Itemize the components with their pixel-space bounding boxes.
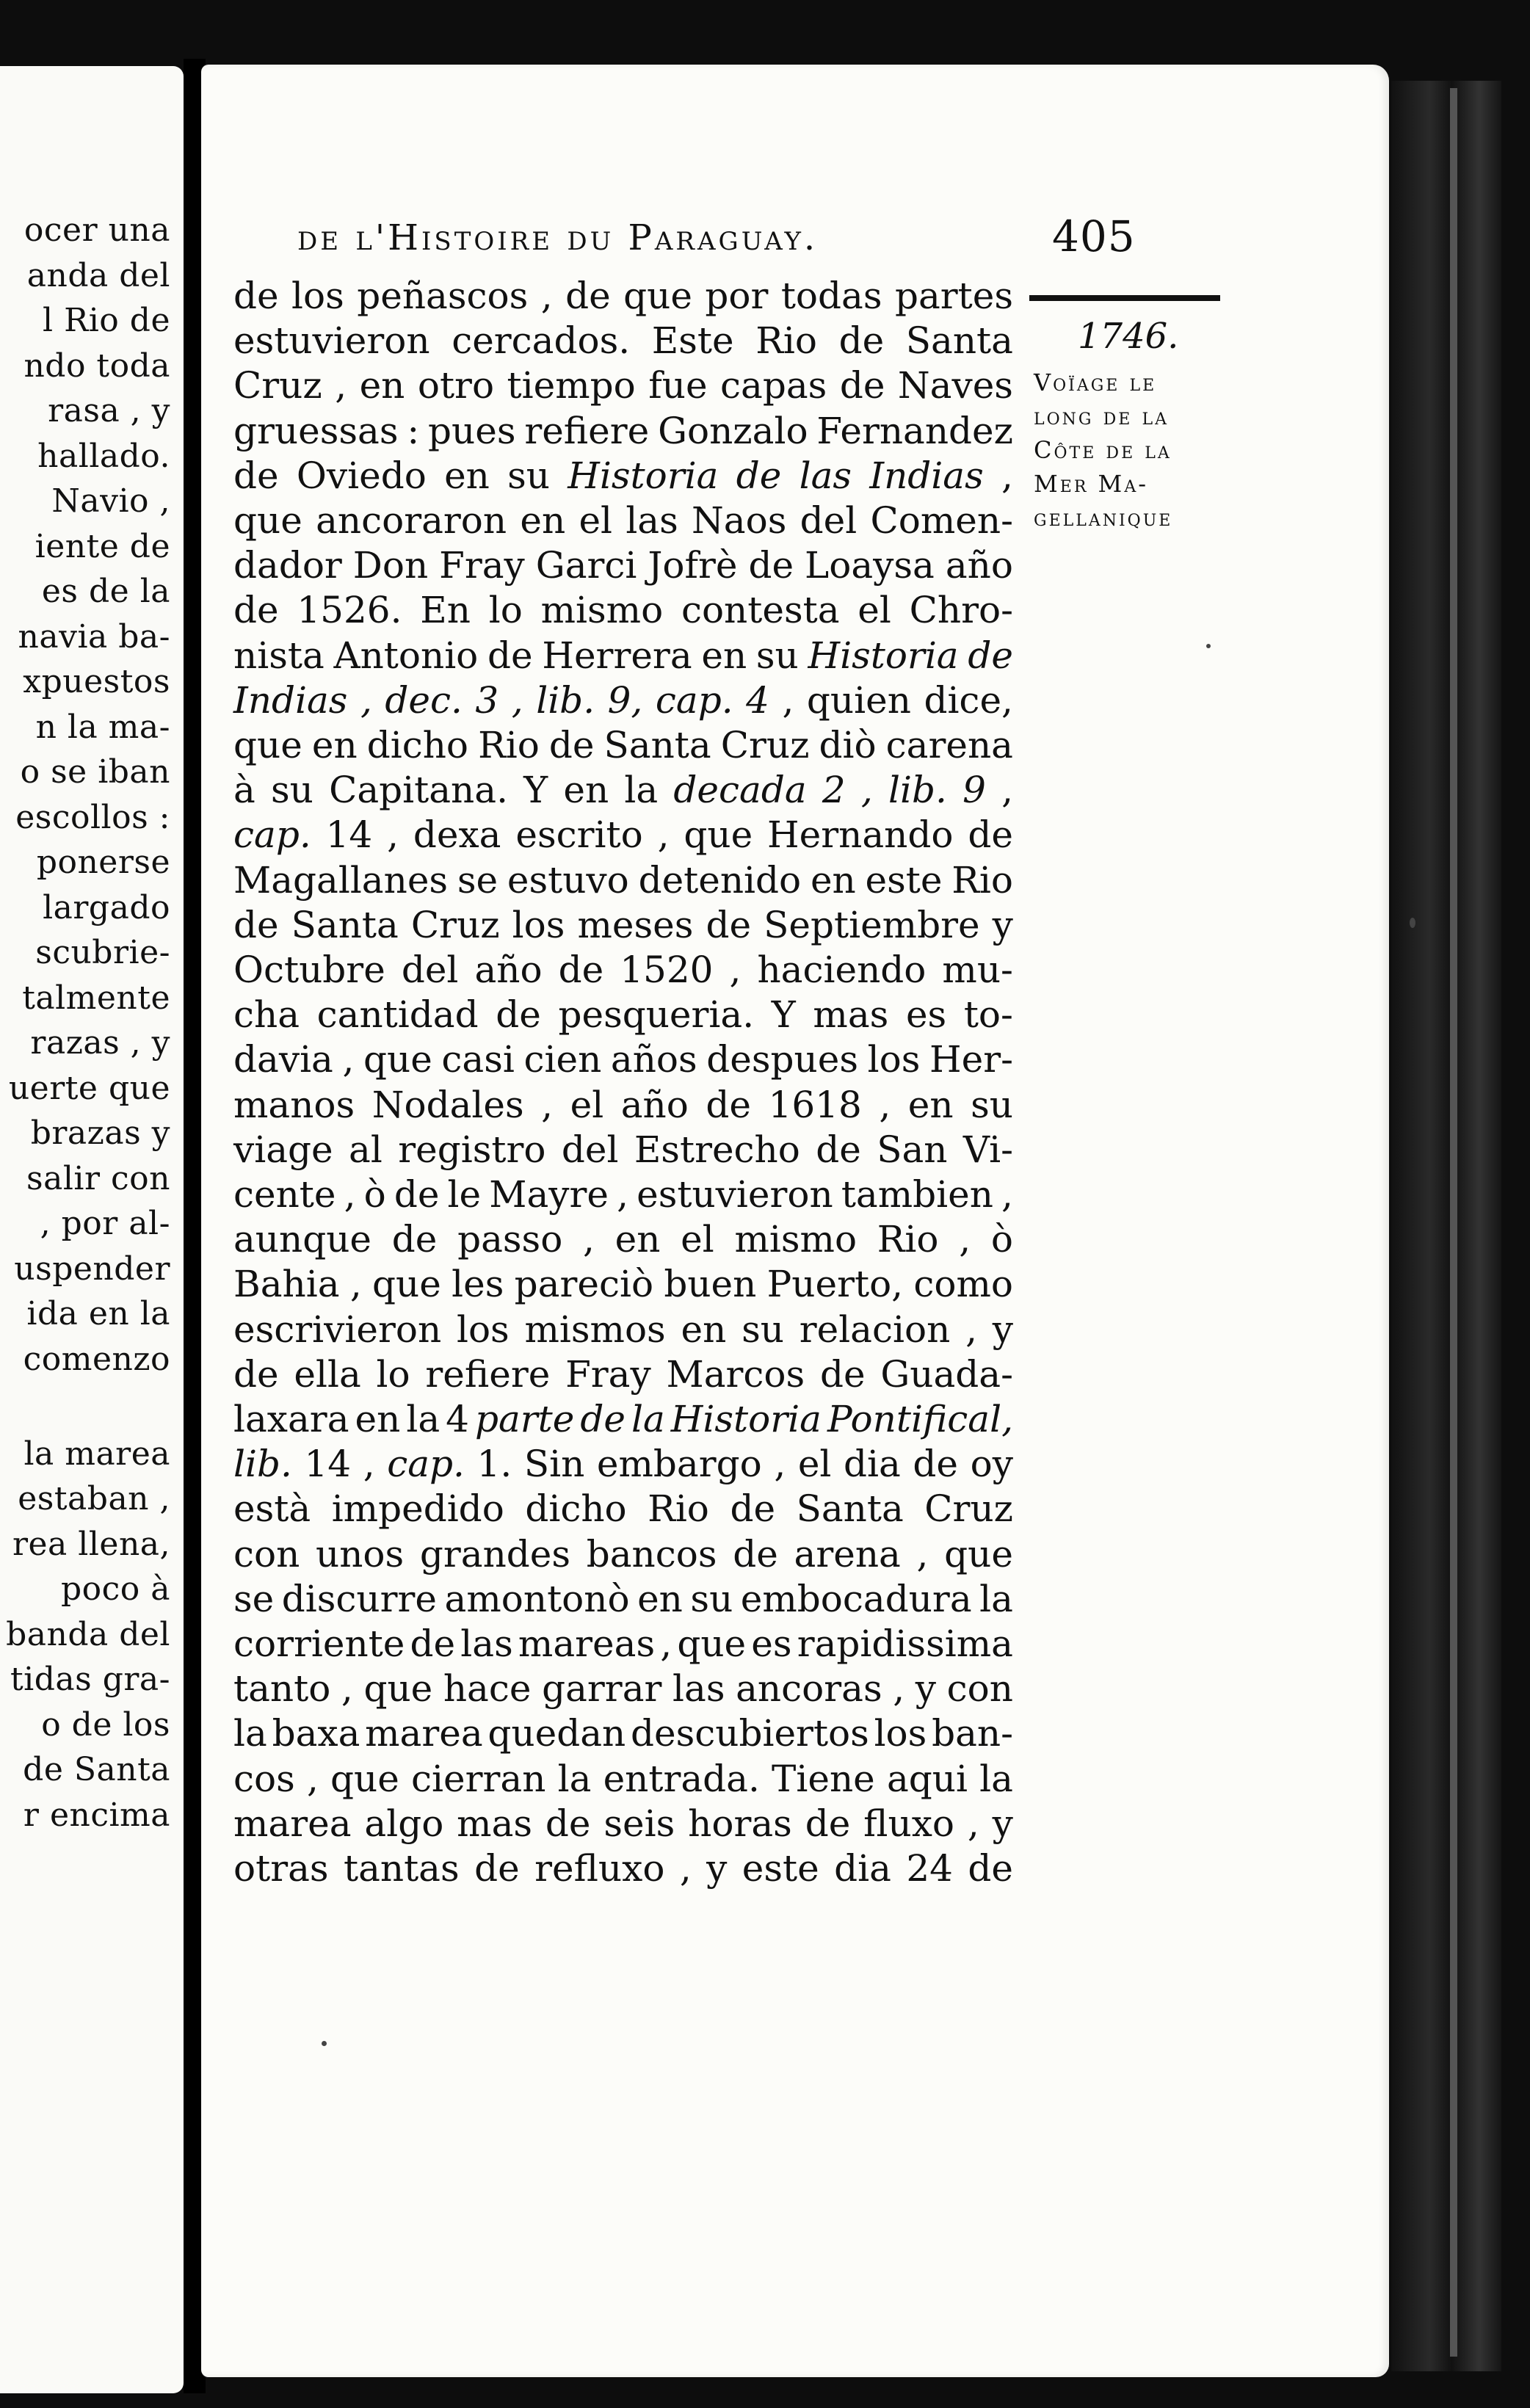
body-line: Magallanes se estuvo detenido en este Rio [233,858,1013,902]
margin-note-line: Mer Ma- [1034,470,1149,498]
facing-page-line: rea llena, [12,1525,170,1563]
body-line: marea algo mas de seis horas de fluxo , y [233,1802,1013,1845]
facing-page-line: navia ba- [18,617,170,656]
margin-year: 1746. [1078,316,1179,357]
facing-page-line: es de la [41,573,170,610]
facing-page-line: estaban , [18,1480,170,1517]
body-line: viage al registro del Estrecho de San Vi- [233,1128,1013,1171]
margin-note-line: long de la [1034,402,1170,430]
book-edge [1391,81,1501,2371]
facing-page-line: rasa , y [48,392,170,429]
body-line: cha cantidad de pesqueria. Y mas es to- [233,993,1013,1037]
body-line: manos Nodales , el año de 1618 , en su [233,1083,1013,1126]
facing-page-line: ocer una [23,211,170,249]
facing-page-line: escollos : [15,798,170,836]
body-line: de los peñascos , de que por todas partes [233,275,1013,317]
facing-page-line: hallado. [37,437,170,475]
facing-page-line: iente de [35,527,170,565]
body-line: aunque de passo , en el mismo Rio , ò [233,1218,1013,1261]
facing-page-line: , por al- [40,1205,170,1242]
body-line: cos , que cierran la entrada. Tiene aqui la [233,1757,1013,1800]
facing-page-line: scubrie- [35,934,170,971]
body-line: cente , ò de le Mayre , estuvieron tambien , [233,1173,1013,1216]
facing-page-line: o de los [41,1705,170,1744]
facing-page-line: largado [43,888,170,926]
facing-page-line: la marea [23,1435,170,1473]
body-line: Bahia , que les pareciò buen Puerto, como [233,1263,1013,1306]
facing-page-line: talmente [22,979,170,1017]
running-title: de l'Histoire du Paraguay. [297,217,819,258]
body-line: dador Don Fray Garci Jofrè de Loaysa año [233,544,1013,587]
facing-page [0,66,184,2393]
facing-page-line: brazas y [30,1114,170,1152]
body-line: de Oviedo en su Historia de las Indias , [233,454,1013,497]
body-line: estuvieron cercados. Este Rio de Santa [233,319,1013,363]
facing-page-line: anda del [26,256,170,294]
body-line: de 1526. En lo mismo contesta el Chro- [233,589,1013,632]
facing-page-line: uerte que [8,1069,170,1107]
facing-page-line: o se iban [20,753,170,791]
facing-page-line: comenzo [23,1340,170,1378]
body-line: la baxa marea quedan descubiertos los ban- [233,1712,1013,1755]
facing-page-line: Navio , [51,482,170,520]
facing-page-line: tidas gra- [10,1661,170,1698]
facing-page-line: de Santa [23,1751,170,1788]
page-number: 405 [1052,211,1136,261]
margin-note-line: Côte de la [1034,436,1172,464]
body-line: que en dicho Rio de Santa Cruz diò carena [233,724,1013,766]
body-line: laxara en la 4 parte de la Historia Pontifical, [233,1398,1013,1440]
body-line: de ella lo refiere Fray Marcos de Guada- [233,1352,1013,1396]
body-line: à su Capitana. Y en la decada 2 , lib. 9 , [233,769,1013,812]
body-line: que ancoraron en el las Naos del Comen- [233,499,1013,542]
body-line: nista Antonio de Herrera en su Historia de [233,634,1013,677]
facing-page-line: n la ma- [35,708,170,746]
body-line: corriente de las mareas , que es rapidissima [233,1622,1013,1665]
facing-page-line: razas , y [30,1024,170,1062]
book-edge-line [1450,88,1457,2357]
facing-page-line: ndo toda [23,347,170,385]
running-header [297,211,1136,261]
body-line: gruessas : pues refiere Gonzalo Fernandez [233,409,1013,452]
facing-page-line: salir con [26,1159,170,1197]
facing-page-line: xpuestos [23,663,170,700]
body-line: lib. 14 , cap. 1. Sin embargo , el dia de oy [233,1443,1013,1486]
body-line: escrivieron los mismos en su relacion , y [233,1308,1013,1351]
ink-speck [1206,644,1211,648]
body-line: tanto , que hace garrar las ancoras , y con [233,1667,1013,1711]
body-line: Indias , dec. 3 , lib. 9, cap. 4 , quien dice, [233,678,1013,722]
body-line: otras tantas de refluxo , y este dia 24 de [233,1847,1013,1890]
facing-page-line: poco à [60,1570,170,1608]
body-line: se discurre amontonò en su embocadura la [233,1577,1013,1620]
facing-page-line: ponerse [36,844,170,881]
body-line: de Santa Cruz los meses de Septiembre y [233,903,1013,946]
body-line: Cruz , en otro tiempo fue capas de Naves [233,364,1013,407]
margin-note-line: Voïage le [1034,369,1157,396]
margin-rule [1029,295,1220,301]
body-line: davia , que casi cien años despues los Her- [233,1038,1013,1081]
body-line: con unos grandes bancos de arena , que [233,1532,1013,1575]
facing-page-line: ida en la [26,1295,170,1332]
facing-page-line: uspender [14,1250,170,1288]
margin-note-line: gellanique [1034,504,1173,532]
facing-page-line: l Rio de [43,302,170,339]
body-line: cap. 14 , dexa escrito , que Hernando de [233,813,1013,857]
ink-speck [322,2041,327,2046]
facing-page-line: banda del [6,1615,170,1653]
ink-speck [1410,918,1415,928]
facing-page-line: r encima [23,1796,170,1834]
body-line: Octubre del año de 1520 , haciendo mu- [233,949,1013,991]
body-line: està impedido dicho Rio de Santa Cruz [233,1487,1013,1531]
